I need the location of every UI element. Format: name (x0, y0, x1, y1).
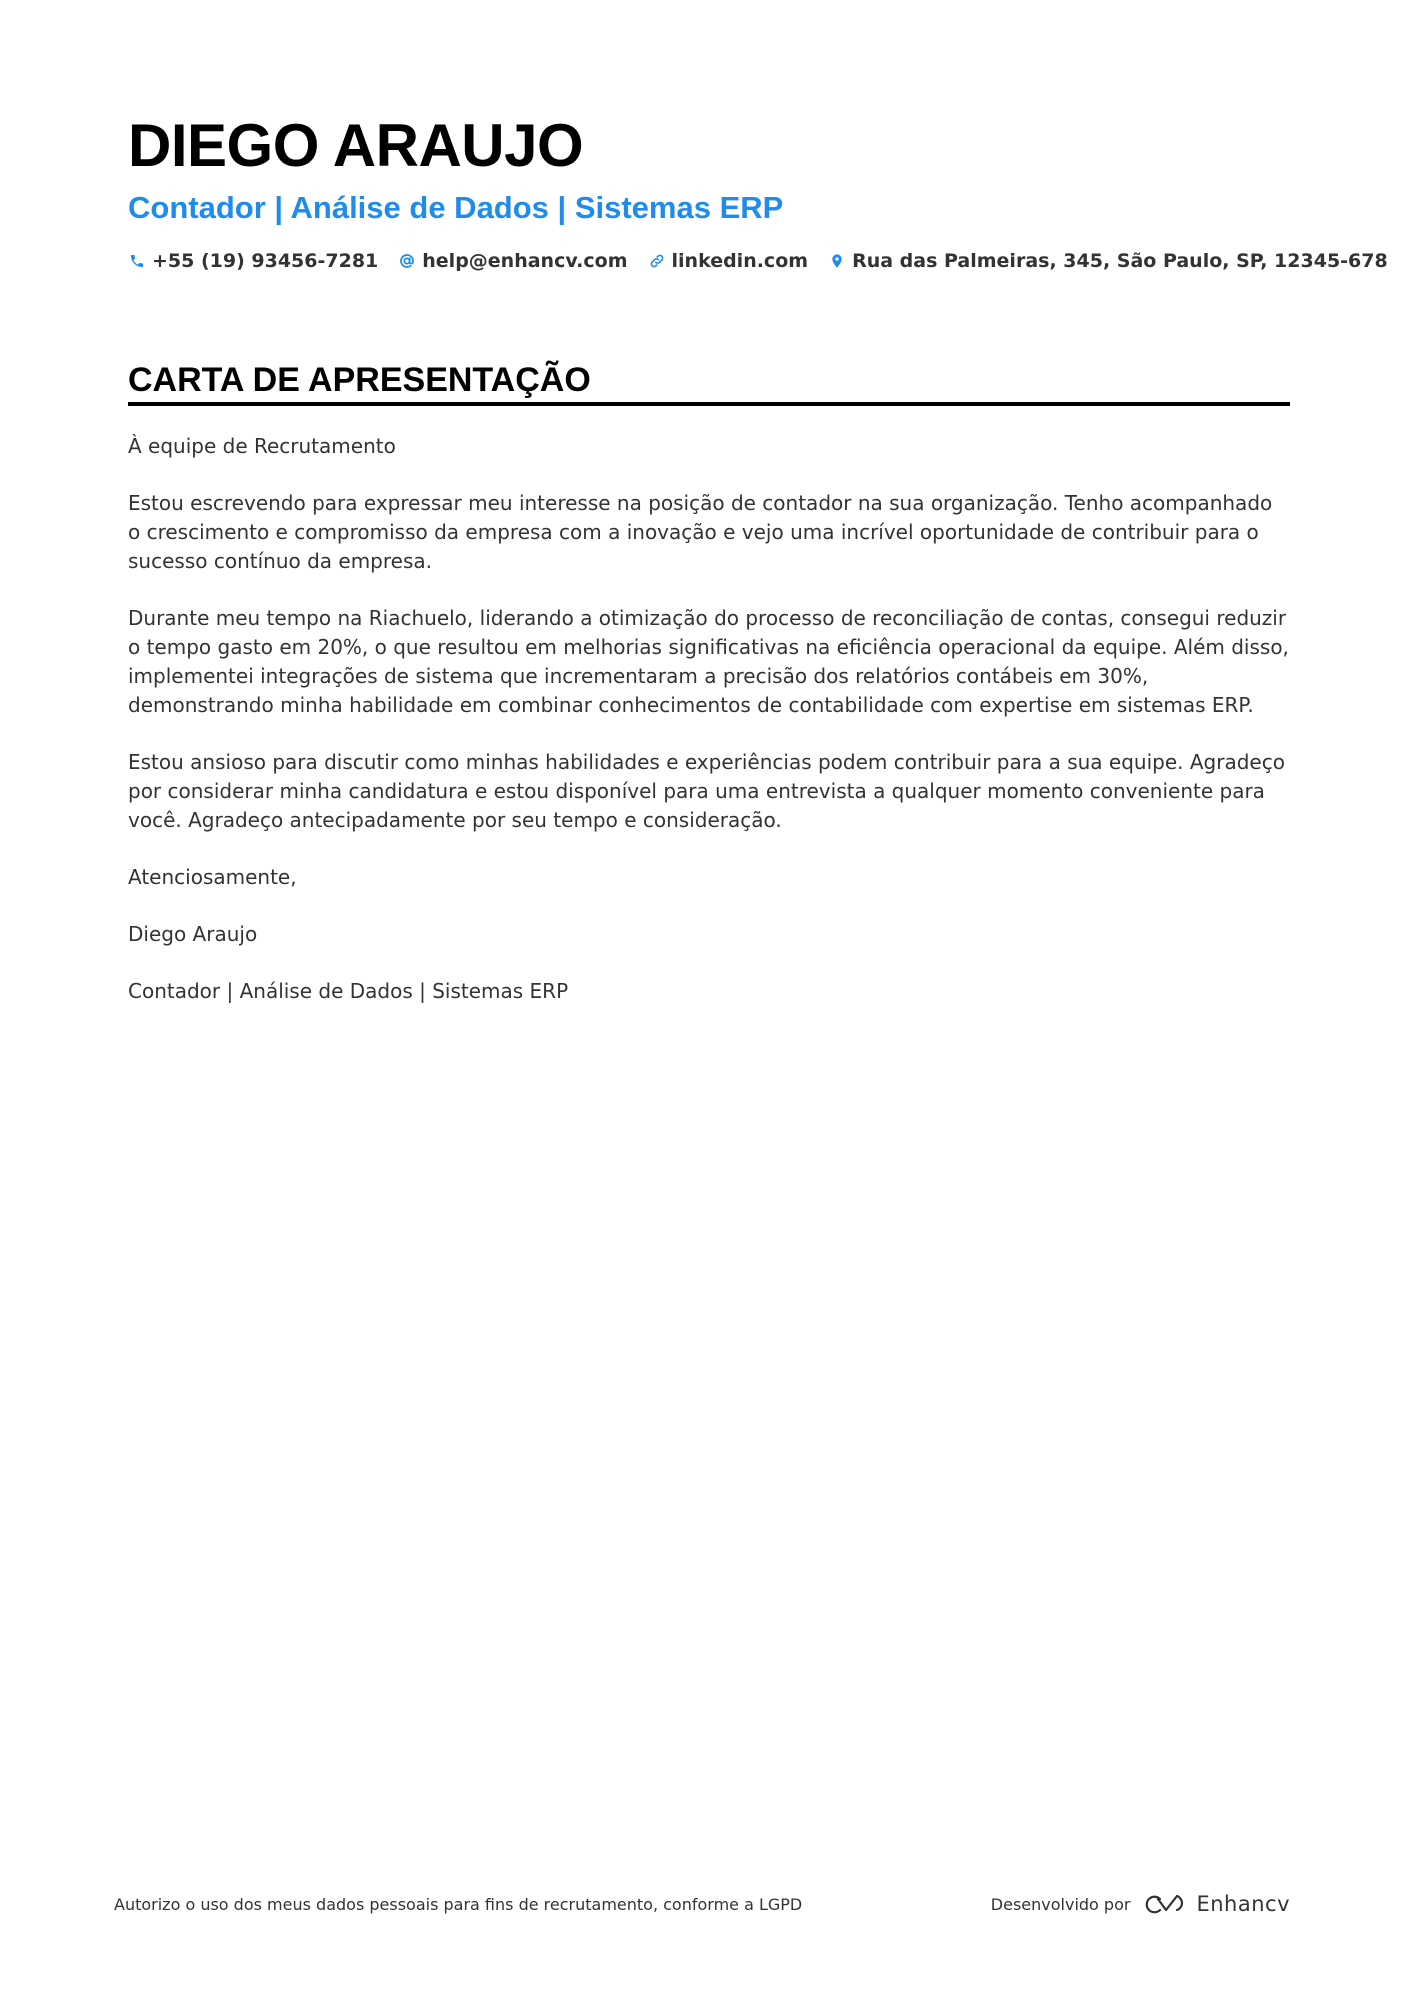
location-pin-icon (828, 252, 846, 270)
letter-closing: Atenciosamente, (128, 865, 297, 889)
letter-paragraph: Durante meu tempo na Riachuelo, liderando a otimização do processo de reconciliação de contas, consegui reduzir o tempo gasto em 20%, o que resultou em melhorias significativas na eficiência operacional da equipe. Além disso, implementei integrações de sistema que incrementaram a precisão dos relatórios contábeis em 30%, demonstrando minha habilidade em combinar conhecimentos de contabilidade com expertise em sistemas ERP. (128, 606, 1289, 717)
letter-paragraph: Estou escrevendo para expressar meu interesse na posição de contador na sua organização. Tenho acompanhado o crescimento e compromisso da empresa com a inovação e vejo uma incrível oportunidade de contribuir para o sucesso contínuo da empresa. (128, 491, 1273, 573)
enhancv-brand: Enhancv (1196, 1892, 1290, 1916)
enhancv-logo-icon (1142, 1893, 1186, 1915)
candidate-headline: Contador | Análise de Dados | Sistemas ERP (128, 190, 784, 225)
phone-icon (128, 252, 146, 270)
contact-address-text: Rua das Palmeiras, 345, São Paulo, SP, 12345-678 (852, 250, 1388, 272)
contact-email[interactable] (398, 250, 627, 272)
contact-phone[interactable] (128, 250, 378, 272)
contact-linkedin-text: linkedin.com (671, 250, 809, 272)
at-icon (398, 252, 416, 270)
signature-title: Contador | Análise de Dados | Sistemas ERP (128, 979, 569, 1003)
cover-letter-page (128, 108, 1388, 1034)
signature-name: Diego Araujo (128, 922, 258, 946)
link-icon (648, 252, 666, 270)
page-footer (114, 1892, 1290, 1916)
contact-email-text: help@enhancv.com (422, 250, 628, 272)
letter-body (128, 432, 1290, 1006)
contact-linkedin[interactable] (648, 250, 809, 272)
letter-paragraph: Estou ansioso para discutir como minhas habilidades e experiências podem contribuir para a sua equipe. Agradeço por considerar minha candidatura e estou disponível para uma entrevista a qualquer momento conveniente para você. Agradeço antecipadamente por seu tempo e consideração. (128, 750, 1285, 832)
contact-bar (128, 250, 1388, 272)
powered-by-label: Desenvolvido por (990, 1894, 1131, 1914)
candidate-name: DIEGO ARAUJO (128, 112, 584, 179)
footer-consent-note: Autorizo o uso dos meus dados pessoais para fins de recrutamento, conforme a LGPD (114, 1894, 803, 1914)
contact-address (828, 250, 1388, 272)
section-title: CARTA DE APRESENTAÇÃO (128, 360, 1290, 406)
powered-by[interactable] (991, 1892, 1290, 1916)
letter-greeting: À equipe de Recrutamento (128, 434, 396, 458)
contact-phone-text: +55 (19) 93456-7281 (152, 250, 379, 272)
